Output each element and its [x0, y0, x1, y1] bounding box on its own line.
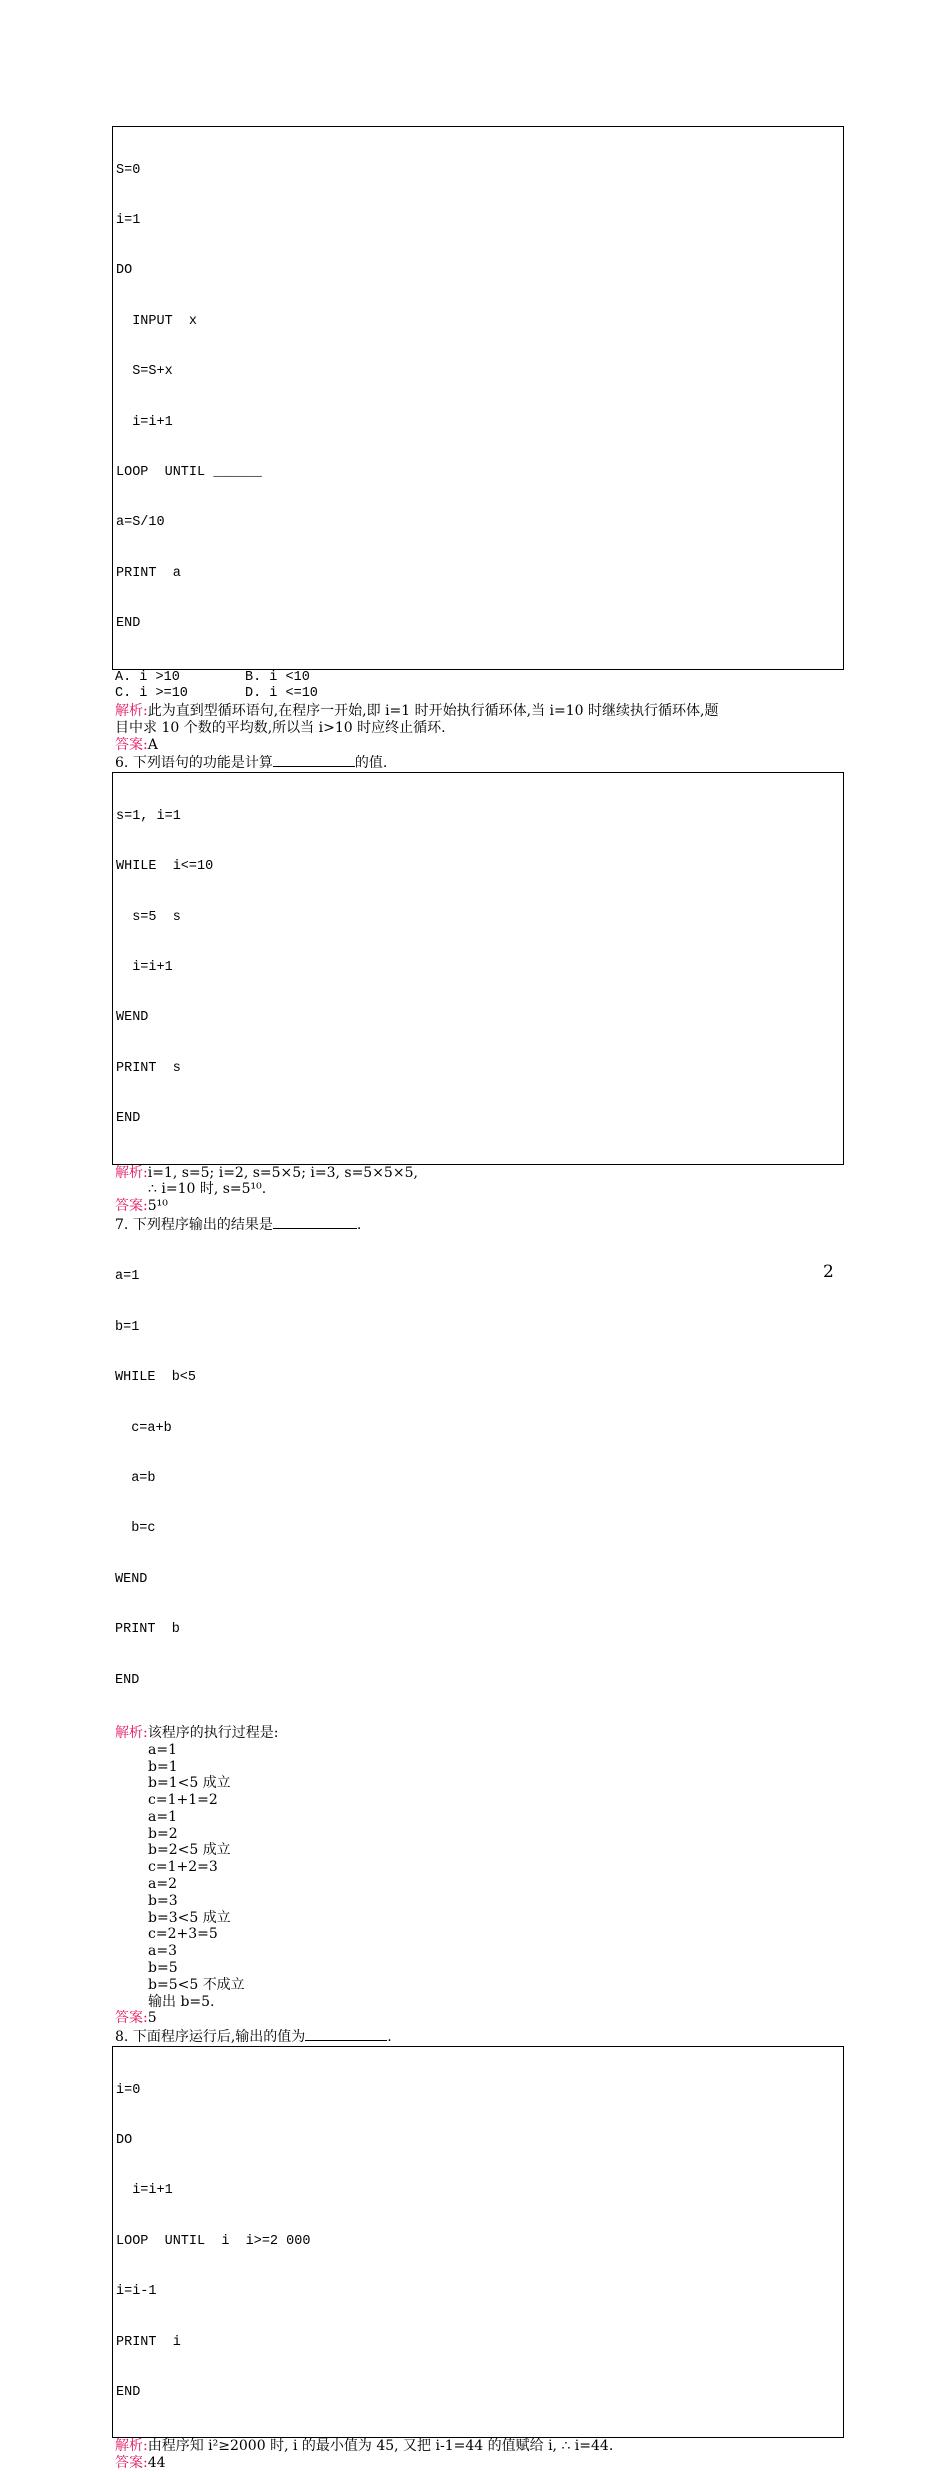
code-line: PRINT a	[116, 565, 181, 581]
code-line: PRINT s	[116, 1060, 181, 1076]
trace-line: b=3<5 成立	[148, 1909, 231, 1926]
code-line: WEND	[115, 1571, 148, 1587]
trace-line: b=3	[148, 1892, 178, 1909]
question-text: . 下列语句的功能是计算	[123, 755, 273, 772]
trace-line: b=5	[148, 1960, 178, 1977]
code-line: END	[116, 1111, 141, 1127]
code-line: LOOP UNTIL i i>=2 000	[116, 2233, 311, 2249]
question-text-end: .	[356, 1217, 362, 1233]
option-c: C. i >=10	[115, 686, 188, 702]
analysis-label: 解析:	[115, 1164, 148, 1181]
code-line: c=a+b	[115, 1420, 172, 1436]
code-line: WEND	[116, 1010, 149, 1026]
code-line: INPUT x	[116, 313, 198, 329]
analysis-label: 解析:	[115, 2438, 148, 2455]
answer-text: 5	[147, 2010, 157, 2027]
answer-text: 44	[147, 2455, 166, 2472]
trace-line: a=3	[148, 1943, 177, 1960]
q7-analysis	[112, 1725, 844, 1742]
page-number: 2	[823, 1262, 834, 1282]
q7-answer	[112, 2010, 844, 2027]
code-line: b=c	[115, 1521, 156, 1537]
option-b: B. i <10	[245, 669, 310, 685]
trace-line: a=2	[148, 1876, 177, 1893]
answer-label: 答案:	[115, 1198, 148, 1215]
code-line: PRINT b	[115, 1622, 180, 1638]
answer-blank	[273, 753, 355, 767]
trace-line: b=2<5 成立	[148, 1842, 231, 1859]
trace-line: b=1	[148, 1758, 178, 1775]
code-line: i=i+1	[116, 960, 173, 976]
question-text: . 下面程序运行后,输出的值为	[123, 2029, 306, 2046]
option-d: D. i <=10	[245, 686, 318, 702]
code-line: END	[116, 2384, 141, 2400]
question-number: 7	[115, 1217, 124, 1233]
q7-trace	[112, 1742, 844, 2011]
trace-line: b=2	[148, 1825, 178, 1842]
code-line: S=S+x	[116, 364, 173, 380]
analysis-text: 由程序知 i²≥2000 时, i 的最小值为 45, 又把 i-1=44 的值赋给 i, ∴ i=44.	[147, 2438, 614, 2455]
code-line: END	[116, 616, 141, 632]
answer-text: A	[147, 736, 158, 753]
q5-answer	[112, 737, 844, 754]
trace-line: 输出 b=5.	[148, 1993, 215, 2010]
trace-line: c=1+1=2	[148, 1792, 218, 1809]
q8-analysis	[112, 2438, 844, 2455]
code-line: s=1, i=1	[116, 808, 181, 824]
code-line: i=1	[116, 212, 141, 228]
q5-analysis	[112, 703, 844, 720]
answer-blank	[273, 1215, 357, 1229]
answer-label: 答案:	[115, 2455, 148, 2472]
code-line: DO	[116, 263, 133, 279]
code-line: i=i+1	[116, 414, 173, 430]
answer-blank	[305, 2027, 387, 2041]
q6-answer	[112, 1198, 844, 1215]
code-line: i=i-1	[116, 2284, 157, 2300]
analysis-label: 解析:	[115, 1724, 148, 1741]
trace-line: c=1+2=3	[148, 1859, 218, 1876]
code-line: b=1	[115, 1319, 140, 1335]
question-text-end: 的值.	[354, 755, 388, 772]
q6-stem	[112, 753, 844, 772]
code-line: WHILE i<=10	[116, 859, 214, 875]
code-line: PRINT i	[116, 2334, 181, 2350]
q6-analysis	[112, 1165, 844, 1182]
question-number: 6	[115, 755, 124, 772]
code-line: s=5 s	[116, 909, 181, 925]
answer-label: 答案:	[115, 2010, 148, 2027]
q8-stem	[112, 2027, 844, 2046]
code-line: a=1	[115, 1269, 140, 1285]
code-line: a=S/10	[116, 515, 165, 531]
analysis-text: 此为直到型循环语句,在程序一开始,即 i=1 时开始执行循环体,当 i=10 时继续执行循环体,题	[147, 703, 719, 720]
q5-code-box	[112, 126, 844, 670]
trace-line: c=2+3=5	[148, 1926, 218, 1943]
q5-options	[112, 670, 844, 704]
trace-line: b=1<5 成立	[148, 1775, 231, 1792]
analysis-label: 解析:	[115, 703, 148, 720]
question-number: 8	[115, 2029, 124, 2046]
answer-label: 答案:	[115, 736, 148, 753]
code-line: i=i+1	[116, 2183, 173, 2199]
trace-line: b=5<5 不成立	[148, 1976, 245, 1993]
q6-code-box	[112, 772, 844, 1164]
q7-code	[112, 1234, 844, 1725]
question-text-end: .	[387, 2029, 392, 2046]
trace-line: a=1	[148, 1741, 177, 1758]
q8-answer	[112, 2455, 844, 2472]
q7-stem	[112, 1215, 844, 1234]
answer-text: 5¹⁰	[147, 1198, 168, 1215]
option-a: A. i >10	[115, 669, 180, 685]
code-line: a=b	[115, 1470, 156, 1486]
code-line: LOOP UNTIL ______	[116, 464, 262, 480]
trace-line: a=1	[148, 1808, 177, 1825]
code-line: i=0	[116, 2082, 141, 2098]
code-line: S=0	[116, 162, 141, 178]
code-line: DO	[116, 2133, 133, 2149]
analysis-text: 该程序的执行过程是:	[147, 1724, 279, 1741]
question-text: . 下列程序输出的结果是	[123, 1217, 273, 1233]
code-line: END	[115, 1672, 140, 1688]
q5-analysis-cont: 目中求 10 个数的平均数,所以当 i>10 时应终止循环.	[115, 719, 446, 736]
q8-code-box	[112, 2046, 844, 2438]
document-body	[112, 126, 844, 2472]
code-line: WHILE b<5	[115, 1370, 197, 1386]
q6-analysis-cont: ∴ i=10 时, s=5¹⁰.	[148, 1181, 267, 1198]
analysis-text: i=1, s=5; i=2, s=5×5; i=3, s=5×5×5,	[147, 1164, 418, 1181]
